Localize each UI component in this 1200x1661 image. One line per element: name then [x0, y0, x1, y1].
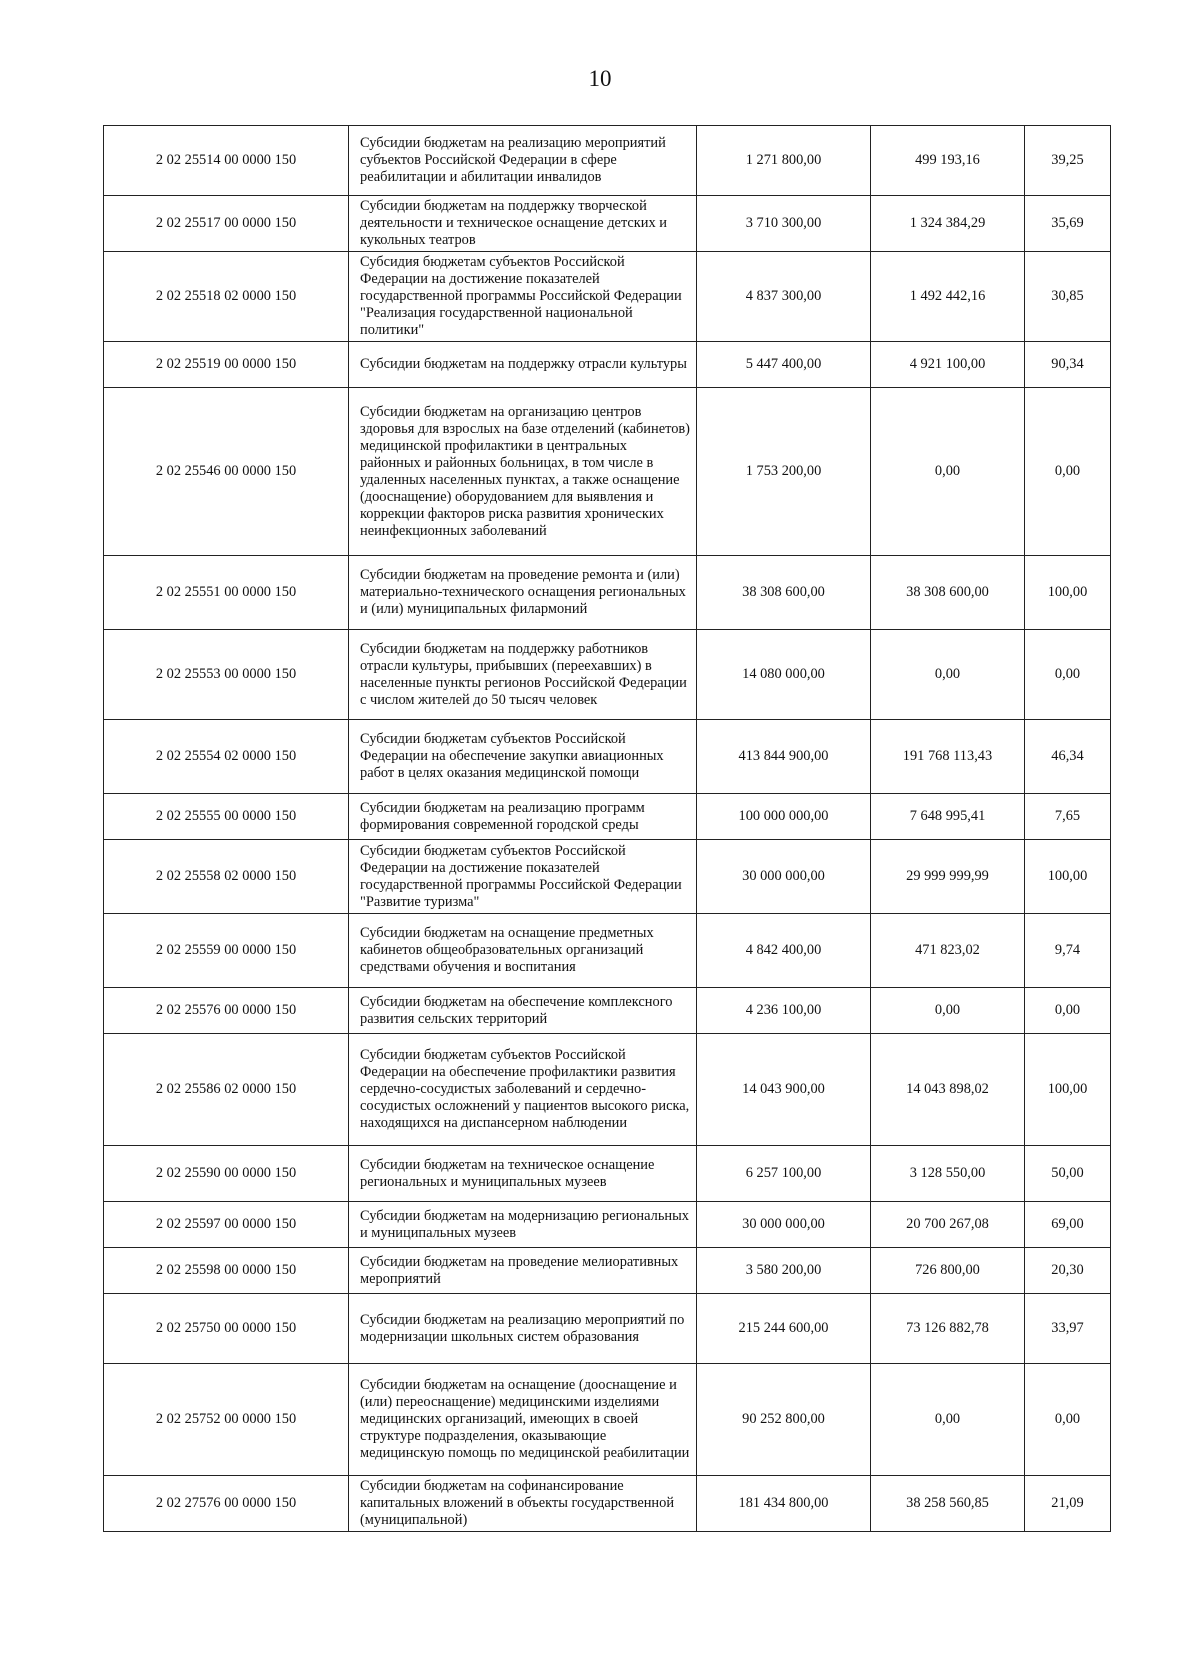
- cell-percent: 21,09: [1025, 1476, 1111, 1532]
- page-number: 10: [588, 66, 612, 91]
- cell-percent: 69,00: [1025, 1202, 1111, 1248]
- cell-description: Субсидия бюджетам субъектов Российской Федерации на достижение показателей государственной программы Российской Федерации "Реализация государственной национальной политики": [349, 252, 697, 342]
- table-row: [104, 840, 1111, 914]
- cell-percent: 0,00: [1025, 630, 1111, 720]
- cell-plan-amount: 30 000 000,00: [697, 1202, 871, 1248]
- cell-description: Субсидии бюджетам на модернизацию региональных и муниципальных музеев: [349, 1202, 697, 1248]
- cell-code: 2 02 25554 02 0000 150: [104, 720, 349, 794]
- cell-actual-amount: 726 800,00: [871, 1248, 1025, 1294]
- cell-description: Субсидии бюджетам на поддержку творческой деятельности и техническое оснащение детских и кукольных театров: [349, 196, 697, 252]
- cell-code: 2 02 25576 00 0000 150: [104, 988, 349, 1034]
- cell-plan-amount: 4 236 100,00: [697, 988, 871, 1034]
- cell-actual-amount: 20 700 267,08: [871, 1202, 1025, 1248]
- cell-actual-amount: 191 768 113,43: [871, 720, 1025, 794]
- cell-actual-amount: 1 324 384,29: [871, 196, 1025, 252]
- table-row: [104, 1364, 1111, 1476]
- cell-percent: 30,85: [1025, 252, 1111, 342]
- table-row: [104, 556, 1111, 630]
- cell-percent: 7,65: [1025, 794, 1111, 840]
- cell-percent: 9,74: [1025, 914, 1111, 988]
- cell-plan-amount: 3 710 300,00: [697, 196, 871, 252]
- cell-description: Субсидии бюджетам на реализацию мероприятий по модернизации школьных систем образования: [349, 1294, 697, 1364]
- table-row: [104, 388, 1111, 556]
- cell-plan-amount: 181 434 800,00: [697, 1476, 871, 1532]
- cell-code: 2 02 25752 00 0000 150: [104, 1364, 349, 1476]
- table-row: [104, 630, 1111, 720]
- cell-code: 2 02 25559 00 0000 150: [104, 914, 349, 988]
- cell-code: 2 02 25750 00 0000 150: [104, 1294, 349, 1364]
- cell-plan-amount: 5 447 400,00: [697, 342, 871, 388]
- cell-description: Субсидии бюджетам на реализацию программ формирования современной городской среды: [349, 794, 697, 840]
- cell-plan-amount: 30 000 000,00: [697, 840, 871, 914]
- cell-plan-amount: 1 753 200,00: [697, 388, 871, 556]
- cell-plan-amount: 14 043 900,00: [697, 1034, 871, 1146]
- cell-plan-amount: 1 271 800,00: [697, 126, 871, 196]
- cell-description: Субсидии бюджетам субъектов Российской Федерации на обеспечение закупки авиационных работ в целях оказания медицинской помощи: [349, 720, 697, 794]
- table-row: [104, 914, 1111, 988]
- cell-plan-amount: 6 257 100,00: [697, 1146, 871, 1202]
- table-row: [104, 252, 1111, 342]
- cell-code: 2 02 25590 00 0000 150: [104, 1146, 349, 1202]
- cell-percent: 20,30: [1025, 1248, 1111, 1294]
- cell-percent: 0,00: [1025, 988, 1111, 1034]
- cell-code: 2 02 25597 00 0000 150: [104, 1202, 349, 1248]
- cell-percent: 46,34: [1025, 720, 1111, 794]
- table-row: [104, 794, 1111, 840]
- cell-description: Субсидии бюджетам на поддержку работников отрасли культуры, прибывших (переехавших) в населенные пункты регионов Российской Федерации с числом жителей до 50 тысяч человек: [349, 630, 697, 720]
- cell-actual-amount: 0,00: [871, 988, 1025, 1034]
- cell-description: Субсидии бюджетам на оснащение (дооснащение и (или) переоснащение) медицинскими изделиями медицинских организаций, имеющих в своей структуре подразделения, оказывающие медицинскую помощь по медицинской реабилитации: [349, 1364, 697, 1476]
- cell-percent: 0,00: [1025, 388, 1111, 556]
- cell-actual-amount: 0,00: [871, 630, 1025, 720]
- cell-description: Субсидии бюджетам субъектов Российской Федерации на достижение показателей государственной программы Российской Федерации "Развитие туризма": [349, 840, 697, 914]
- cell-percent: 0,00: [1025, 1364, 1111, 1476]
- table-row: [104, 342, 1111, 388]
- cell-percent: 90,34: [1025, 342, 1111, 388]
- table-row: [104, 196, 1111, 252]
- cell-actual-amount: 0,00: [871, 388, 1025, 556]
- table-body: [104, 126, 1111, 1532]
- cell-plan-amount: 3 580 200,00: [697, 1248, 871, 1294]
- cell-plan-amount: 4 837 300,00: [697, 252, 871, 342]
- table-row: [104, 1294, 1111, 1364]
- table-row: [104, 1034, 1111, 1146]
- table-row: [104, 1248, 1111, 1294]
- cell-actual-amount: 4 921 100,00: [871, 342, 1025, 388]
- cell-description: Субсидии бюджетам на проведение ремонта и (или) материально-технического оснащения региональных и (или) муниципальных филармоний: [349, 556, 697, 630]
- cell-plan-amount: 90 252 800,00: [697, 1364, 871, 1476]
- cell-plan-amount: 413 844 900,00: [697, 720, 871, 794]
- cell-plan-amount: 215 244 600,00: [697, 1294, 871, 1364]
- cell-actual-amount: 471 823,02: [871, 914, 1025, 988]
- cell-description: Субсидии бюджетам на реализацию мероприятий субъектов Российской Федерации в сфере реабилитации и абилитации инвалидов: [349, 126, 697, 196]
- cell-actual-amount: 3 128 550,00: [871, 1146, 1025, 1202]
- cell-actual-amount: 7 648 995,41: [871, 794, 1025, 840]
- cell-code: 2 02 25514 00 0000 150: [104, 126, 349, 196]
- cell-actual-amount: 1 492 442,16: [871, 252, 1025, 342]
- budget-table: [103, 125, 1111, 1532]
- cell-description: Субсидии бюджетам на софинансирование капитальных вложений в объекты государственной (муниципальной): [349, 1476, 697, 1532]
- cell-description: Субсидии бюджетам субъектов Российской Федерации на обеспечение профилактики развития сердечно-сосудистых заболеваний и сердечно-сосудистых осложнений у пациентов высокого риска, находящихся на диспансерном наблюдении: [349, 1034, 697, 1146]
- table-row: [104, 720, 1111, 794]
- cell-percent: 33,97: [1025, 1294, 1111, 1364]
- cell-code: 2 02 25553 00 0000 150: [104, 630, 349, 720]
- cell-description: Субсидии бюджетам на оснащение предметных кабинетов общеобразовательных организаций средствами обучения и воспитания: [349, 914, 697, 988]
- cell-code: 2 02 25517 00 0000 150: [104, 196, 349, 252]
- cell-actual-amount: 499 193,16: [871, 126, 1025, 196]
- cell-percent: 100,00: [1025, 1034, 1111, 1146]
- table-row: [104, 1146, 1111, 1202]
- cell-description: Субсидии бюджетам на проведение мелиоративных мероприятий: [349, 1248, 697, 1294]
- cell-percent: 35,69: [1025, 196, 1111, 252]
- cell-actual-amount: 14 043 898,02: [871, 1034, 1025, 1146]
- cell-code: 2 02 25558 02 0000 150: [104, 840, 349, 914]
- cell-code: 2 02 25546 00 0000 150: [104, 388, 349, 556]
- cell-plan-amount: 14 080 000,00: [697, 630, 871, 720]
- cell-code: 2 02 25519 00 0000 150: [104, 342, 349, 388]
- cell-plan-amount: 4 842 400,00: [697, 914, 871, 988]
- cell-percent: 50,00: [1025, 1146, 1111, 1202]
- cell-actual-amount: 38 258 560,85: [871, 1476, 1025, 1532]
- cell-percent: 100,00: [1025, 556, 1111, 630]
- cell-actual-amount: 29 999 999,99: [871, 840, 1025, 914]
- cell-plan-amount: 100 000 000,00: [697, 794, 871, 840]
- cell-percent: 39,25: [1025, 126, 1111, 196]
- cell-actual-amount: 38 308 600,00: [871, 556, 1025, 630]
- table-row: [104, 988, 1111, 1034]
- cell-actual-amount: 73 126 882,78: [871, 1294, 1025, 1364]
- cell-description: Субсидии бюджетам на обеспечение комплексного развития сельских территорий: [349, 988, 697, 1034]
- cell-code: 2 02 25598 00 0000 150: [104, 1248, 349, 1294]
- cell-percent: 100,00: [1025, 840, 1111, 914]
- cell-plan-amount: 38 308 600,00: [697, 556, 871, 630]
- cell-code: 2 02 27576 00 0000 150: [104, 1476, 349, 1532]
- table-row: [104, 1202, 1111, 1248]
- table-row: [104, 1476, 1111, 1532]
- cell-actual-amount: 0,00: [871, 1364, 1025, 1476]
- cell-code: 2 02 25586 02 0000 150: [104, 1034, 349, 1146]
- cell-description: Субсидии бюджетам на техническое оснащение региональных и муниципальных музеев: [349, 1146, 697, 1202]
- cell-code: 2 02 25518 02 0000 150: [104, 252, 349, 342]
- cell-code: 2 02 25551 00 0000 150: [104, 556, 349, 630]
- table-row: [104, 126, 1111, 196]
- cell-description: Субсидии бюджетам на поддержку отрасли культуры: [349, 342, 697, 388]
- cell-description: Субсидии бюджетам на организацию центров здоровья для взрослых на базе отделений (кабинетов) медицинской профилактики в центральных районных и районных больницах, в том числе в удаленных населенных пунктах, а также оснащение (дооснащение) оборудованием для выявления и коррекции факторов риска развития хронических неинфекционных заболеваний: [349, 388, 697, 556]
- cell-code: 2 02 25555 00 0000 150: [104, 794, 349, 840]
